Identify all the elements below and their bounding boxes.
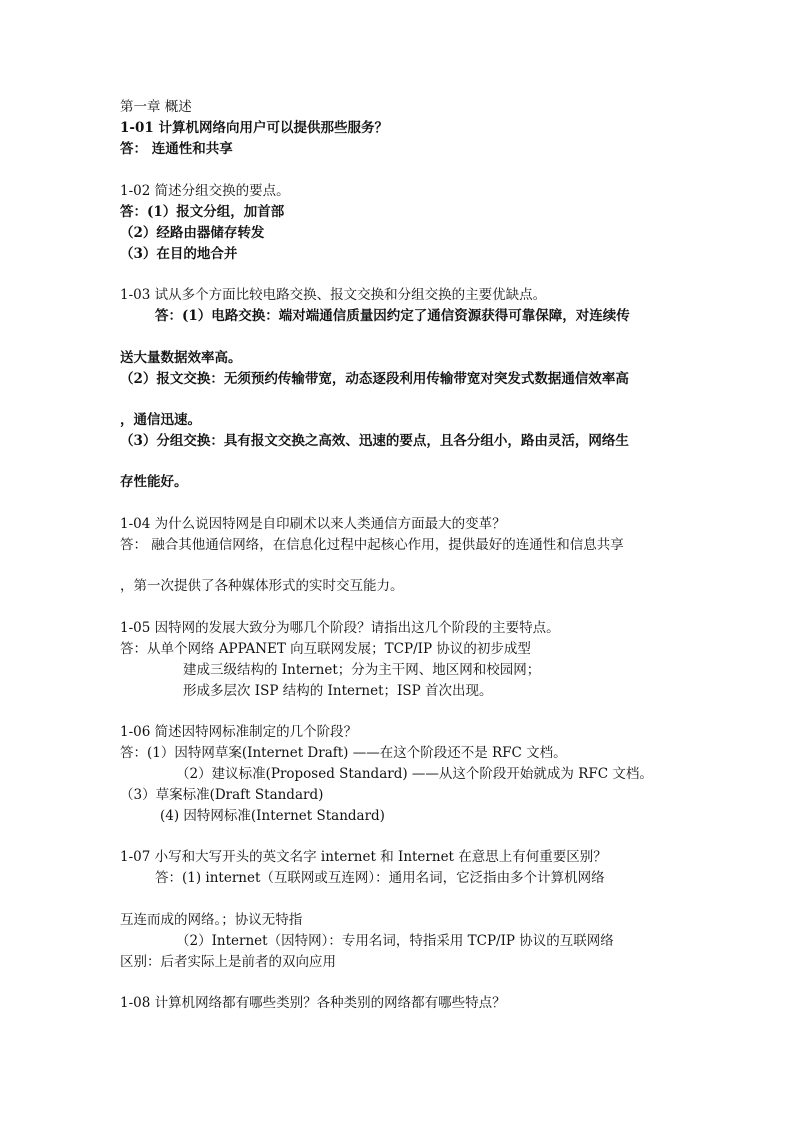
answer-1-07-line-1: 答：(1) internet（互联网或互连网）：通用名词，它泛指由多个计算机网络 <box>155 870 605 886</box>
answer-1-05-line-3: 形成多层次 ISP 结构的 Internet；ISP 首次出现。 <box>183 683 493 699</box>
question-1-03: 1-03 试从多个方面比较电路交换、报文交换和分组交换的主要优缺点。 <box>120 287 547 303</box>
answer-1-03-line-1: 答：(1）电路交换：端对端通信质量因约定了通信资源获得可靠保障，对连续传 <box>155 308 630 324</box>
answer-1-02-line-1: 答：(1）报文分组，加首部 <box>120 204 285 220</box>
answer-1-02-line-2: （2）经路由器储存转发 <box>120 225 265 241</box>
question-1-02: 1-02 简述分组交换的要点。 <box>120 183 290 199</box>
answer-1-07-line-2: 互连而成的网络。；协议无特指 <box>120 912 303 928</box>
answer-1-05-line-2: 建成三级结构的 Internet；分为主干网、地区网和校园网； <box>183 662 541 678</box>
answer-1-04-line-2: ，第一次提供了各种媒体形式的实时交互能力。 <box>120 578 404 594</box>
question-1-08: 1-08 计算机网络都有哪些类别？各种类别的网络都有哪些特点？ <box>120 995 506 1011</box>
question-1-05: 1-05 因特网的发展大致分为哪几个阶段？请指出这几个阶段的主要特点。 <box>120 620 560 636</box>
chapter-title: 第一章 概述 <box>120 99 192 115</box>
question-1-04: 1-04 为什么说因特网是自印刷术以来人类通信方面最大的变革？ <box>120 516 506 532</box>
answer-1-05-line-1: 答：从单个网络 APPANET 向互联网发展；TCP/IP 协议的初步成型 <box>120 641 531 657</box>
answer-1-06-line-3: （3）草案标准(Draft Standard) <box>120 787 324 803</box>
answer-1-03-line-6: 存性能好。 <box>120 474 188 490</box>
question-1-01: 1-01 计算机网络向用户可以提供那些服务？ <box>120 120 388 136</box>
answer-1-01: 答： 连通性和共享 <box>120 141 233 157</box>
answer-1-03-line-5: （3）分组交换：具有报文交换之高效、迅速的要点，且各分组小，路由灵活，网络生 <box>120 433 629 449</box>
answer-1-03-line-3: （2）报文交换：无须预约传输带宽，动态逐段利用传输带宽对突发式数据通信效率高 <box>120 371 629 387</box>
question-1-06: 1-06 简述因特网标准制定的几个阶段？ <box>120 724 358 740</box>
question-1-07: 1-07 小写和大写开头的英文名字 internet 和 Internet 在意思上有何重要区别？ <box>120 849 607 865</box>
answer-1-06-line-2: （2）建议标准(Proposed Standard) ——从这个阶段开始就成为 RFC 文档。 <box>176 766 653 782</box>
answer-1-03-line-4: ，通信迅速。 <box>120 412 201 428</box>
answer-1-02-line-3: （3）在目的地合并 <box>120 246 238 262</box>
answer-1-06-line-1: 答：(1）因特网草案(Internet Draft) ——在这个阶段还不是 RFC 文档。 <box>120 745 567 761</box>
answer-1-07-line-4: 区别：后者实际上是前者的双向应用 <box>120 954 336 970</box>
answer-1-06-line-4: (4) 因特网标准(Internet Standard) <box>160 808 385 824</box>
answer-1-03-line-2: 送大量数据效率高。 <box>120 350 242 366</box>
answer-1-07-line-3: （2）Internet（因特网）：专用名词，特指采用 TCP/IP 协议的互联网络 <box>176 933 614 949</box>
answer-1-04-line-1: 答： 融合其他通信网络，在信息化过程中起核心作用，提供最好的连通性和信息共享 <box>120 537 624 553</box>
